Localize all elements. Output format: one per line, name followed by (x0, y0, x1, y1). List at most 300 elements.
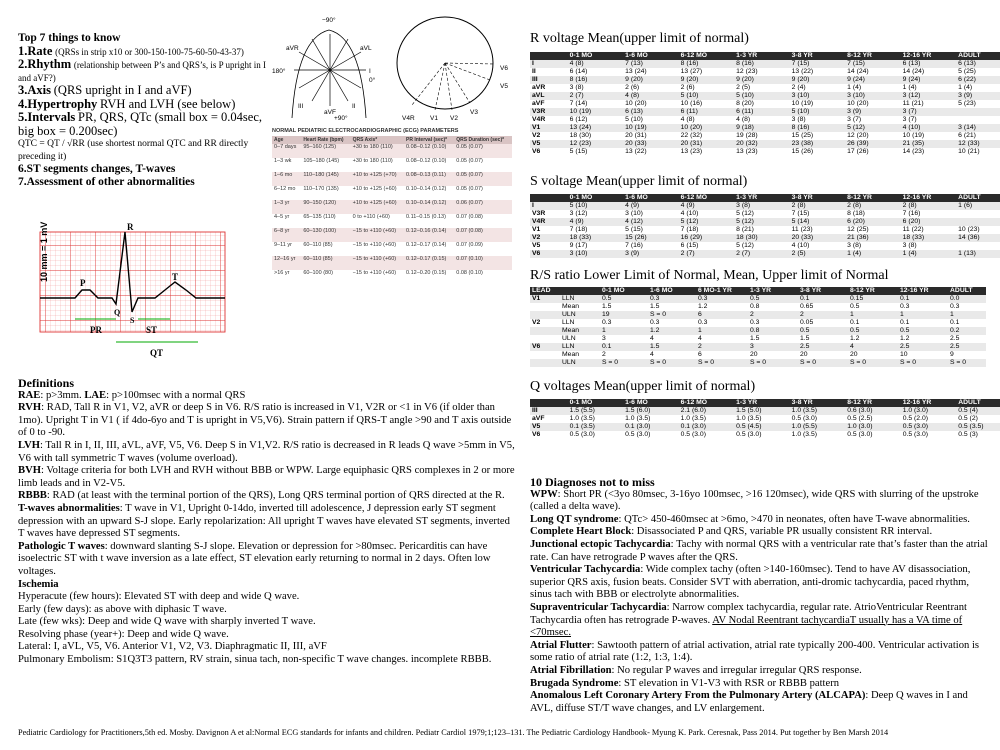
r_table-cell: 6 (13) (956, 60, 1000, 68)
definition-item (18, 591, 516, 604)
r_table-cell: 4 (10) (901, 124, 957, 132)
rs_table-cell: 20 (750, 351, 758, 358)
r_table-cell: 8 (16) (790, 124, 846, 132)
r_table-cell: 7 (13) (623, 60, 679, 68)
diagnosis-text: : No regular P waves and irregular irregular QRS response. (611, 664, 862, 676)
rs_table-cell: S = 0 (948, 359, 986, 367)
diagnoses-heading: 10 Diagnoses not to miss (530, 475, 655, 489)
s_table-cell: 2 (7) (734, 250, 790, 258)
r_table-row (530, 100, 1000, 108)
rs_table-cell: 0.2 (948, 327, 986, 335)
ecg-label-r: R (127, 222, 134, 232)
rs_table-row (530, 319, 986, 327)
ped-cell: 0.08–0.12 (0.10) (405, 158, 447, 164)
r_table-cell: 13 (23) (736, 148, 758, 155)
ped-cell: 6–8 yr (272, 228, 301, 242)
rs_table-cell: V6 (530, 343, 560, 351)
r_table-cell (956, 116, 1000, 124)
r_table-header-cell: ADULT (956, 52, 1000, 60)
q_table-row (530, 431, 1000, 439)
chest-v1: V1 (430, 115, 438, 122)
s_table-cell: 2 (8) (901, 202, 957, 210)
rs_table-cell: V1 (530, 295, 560, 303)
definition-text: : p>100msec with a normal QRS (106, 389, 246, 401)
r_table-cell: 10 (19) (568, 108, 624, 116)
q_table-cell: 1.0 (3.5) (736, 415, 762, 422)
ped-cell: +10 to +125 (+70) (351, 172, 404, 186)
top7-item (18, 45, 270, 59)
axis-lines (294, 34, 366, 106)
r_table-cell: 10 (19) (902, 132, 925, 139)
s_table-header-cell: 12-16 YR (901, 194, 957, 202)
r_table-cell: 10 (20) (847, 100, 869, 107)
s_table-cell: 5 (12) (736, 210, 754, 217)
ped-cell: 0.10–0.14 (0.12) (405, 186, 447, 192)
rs_table-cell: LLN (560, 343, 600, 351)
r_table-cell: 1 (4) (958, 84, 973, 91)
hex-avl: aVL (360, 45, 372, 52)
r_table-cell: 5 (10) (734, 92, 790, 100)
diagnosis-name: WPW (530, 488, 558, 500)
ped-header-cell: PR Interval (sec)* (404, 136, 454, 144)
rs_table-cell: 0.5 (600, 295, 648, 303)
q_table-cell: 0.5 (2.5) (847, 415, 873, 422)
ped-table-row (272, 200, 512, 214)
q_table-cell: 1.0 (3.0) (901, 407, 957, 415)
r_table-cell: 13 (27) (680, 68, 703, 75)
rs_table-cell: 1 (898, 311, 948, 319)
rs_table-cell: 1 (948, 311, 986, 319)
rs_table-cell: 0.3 (650, 319, 660, 326)
q_table-header-cell: 1-6 MO (623, 399, 679, 407)
top7-item-detail: (relationship between P’s and QRS’s, is P upright in I and aVF?) (18, 60, 267, 83)
chest-v4r: V4R (402, 115, 415, 122)
rs-ratio-title: R/S ratio Lower Limit of Normal, Mean, Upper limit of Normal (530, 268, 889, 283)
s_table-cell: 8 (18) (847, 210, 865, 217)
r_table-row (530, 84, 1000, 92)
rs_table-cell: 9 (950, 351, 954, 358)
ped-cell: 60–110 (85) (303, 242, 333, 248)
top7-item (18, 58, 270, 84)
rs-ratio-table (530, 287, 986, 367)
pediatric-ecg-parameter-table (272, 128, 512, 284)
s_table-row (530, 242, 1000, 250)
q_table-header-cell: 1-3 YR (734, 399, 790, 407)
r_table-cell: 3 (9) (845, 108, 901, 116)
s_table-cell: 15 (26) (623, 234, 679, 242)
q_table-cell: 0.1 (3.0) (679, 423, 735, 431)
diagnosis-text: : Deep Q waves in I and AVL, diffuse ST/T wave changes, and LV enlargement. (530, 690, 968, 714)
ped-cell: 0.07 (0.09) (456, 242, 483, 248)
r_table-cell: 5 (10) (625, 116, 643, 123)
s_table-cell: V1 (532, 226, 541, 233)
s_table-cell (956, 242, 1000, 250)
top7-item-7: 7.Assessment of other abnormalities (18, 175, 195, 188)
diagnosis-item (530, 539, 990, 564)
rs_table-cell: 4 (848, 343, 898, 351)
s_table-header-cell: 0-1 MO (568, 194, 624, 202)
r_table-row (530, 124, 1000, 132)
r_table-cell: 5 (25) (958, 68, 976, 75)
r_table-cell: 8 (16) (734, 60, 790, 68)
definition-item (18, 604, 516, 617)
top7-item-title: Rate (27, 43, 53, 58)
ped-cell: +10 to +125 (+60) (352, 186, 397, 192)
ped-cell: 110–180 (145) (301, 172, 350, 186)
q_table-cell: 0.5 (3.0) (791, 415, 817, 422)
definition-text: : T wave in V1, Upright 0-14do, inverted till adolescence, J depression early ST segment depression with an upward S-J slope. Early repolarization: All upright T waves have elevated ST segments, inverted T waves have depressed ST segments. (18, 502, 510, 540)
r_table-row (530, 92, 1000, 100)
rs_table-cell: 2 (602, 351, 606, 358)
r_table-cell: 2 (6) (625, 84, 640, 91)
hex-iii: III (298, 103, 304, 110)
rs_table-cell: 3 (748, 343, 798, 351)
rs_table-cell: 1.5 (602, 303, 612, 310)
r_table-cell: 7 (15) (845, 60, 901, 68)
rs_table-cell: V2 (532, 319, 541, 326)
diagnosis-name: Long QT syndrome (530, 513, 619, 525)
r_table-cell: 15 (25) (791, 132, 814, 139)
s_table-cell: V6 (530, 250, 568, 258)
definition-text: Resolving phase (year+): Deep and wide Q wave. (18, 628, 229, 640)
rs_table-cell: 0.3 (750, 319, 760, 326)
s_table-cell: 10 (23) (958, 226, 980, 233)
rs_table-cell: ULN (560, 359, 600, 367)
q_table-cell: 0.1 (3.0) (623, 423, 679, 431)
r_table-cell: 6 (11) (734, 108, 790, 116)
s_table-row (530, 218, 1000, 226)
rs_table-cell: 4 (650, 351, 654, 358)
r_table-cell: 2 (6) (680, 84, 695, 91)
rs_table-cell: 0.8 (750, 303, 760, 310)
ecg-label-s: S (130, 316, 135, 325)
r_table-cell: 13 (24) (568, 124, 624, 132)
ped-cell: 110–170 (135) (303, 186, 339, 192)
rs_table-cell: 0.3 (696, 295, 748, 303)
ecg-label-st: ST (146, 325, 158, 335)
r_table-header-cell: 0-1 MO (568, 52, 624, 60)
ped-cell: 95–160 (125) (301, 144, 350, 158)
ped-cell: 0.07 (0.10) (454, 256, 512, 270)
definition-text: Early (few days): as above with diphasic T wave. (18, 603, 227, 615)
qtc-formula: QTC = QT / √RR (use shortest normal QTC and RR directly preceding it) (18, 139, 249, 162)
r_table-cell: 22 (32) (680, 132, 703, 139)
r_table-cell: 8 (16) (679, 60, 735, 68)
top7-item-6: 6.ST segments changes, T-waves (18, 163, 176, 175)
r_table-cell: 2 (4) (791, 84, 806, 91)
rs_table-header-cell: 0-1 MO (600, 287, 648, 295)
rs_table-cell: 2.5 (948, 343, 986, 351)
ped-cell: 12–16 yr (272, 256, 301, 270)
ped-table-row (272, 270, 512, 284)
top7-item-detail: (QRS upright in I and aVF) (53, 83, 192, 97)
s_table-cell: 11 (23) (791, 226, 813, 233)
s_table-cell: 4 (9) (568, 218, 624, 226)
ped-table-row (272, 144, 512, 158)
precordial-lead-diagram (390, 8, 518, 123)
r_table-cell: 7 (15) (790, 60, 846, 68)
s_table-cell: 5 (12) (736, 242, 754, 249)
top7-item-num: 2. (18, 57, 28, 71)
diagnosis-item (530, 564, 990, 602)
rs_table-cell: S = 0 (898, 359, 948, 367)
definition-term: RAE (18, 389, 41, 401)
ped-cell: 6–12 mo (274, 186, 296, 192)
diagnosis-text: : Wide complex tachy (often >140-160msec). Tend to have AV disassociation, superior QRS axis, fusion beats. Consider SVT with aberration, anti-dromic tachycardia, paced rhythm, sinus tach with BBB or electrolyte abnormalities. (530, 564, 971, 601)
ped-table-title: NORMAL PEDIATRIC ELECTROCARDIOGRAPHIC (ECG) PARAMETERS (272, 128, 459, 134)
s_table-row (530, 250, 1000, 258)
s_table-cell: 2 (5) (790, 250, 846, 258)
r_table-cell: 7 (14) (569, 100, 588, 107)
diagnosis-name: Ventricular Tachycardia (530, 564, 641, 576)
q_table-cell: 0.5 (3) (958, 431, 978, 438)
r_table-cell: 13 (22) (625, 148, 647, 155)
q_table-cell: 1.0 (3.5) (680, 415, 706, 422)
definition-term: RVH (18, 402, 42, 414)
r_table-cell: 3 (12) (901, 92, 957, 100)
q_table-cell: 1.0 (3.5) (791, 431, 817, 438)
ped-cell: 4–5 yr (274, 214, 290, 220)
r_table-cell: 4 (8) (568, 60, 624, 68)
diagnosis-text: : Short PR (<3yo 80msec, 3-16yo 100msec, >16 120msec), wide QRS with slurring of the upstroke (called a delta wave). (530, 488, 979, 513)
rs_table-cell: Mean (562, 351, 580, 358)
r_table-cell: 5 (15) (569, 148, 588, 155)
ped-cell: +30 to 180 (110) (351, 144, 404, 158)
top7-item-detail: PR, QRS, QTc (small box = 0.04sec, big box = 0.200sec) (18, 110, 262, 138)
r_table-row (530, 60, 1000, 68)
r_table-cell: 12 (33) (956, 140, 1000, 148)
ped-cell: 0.12–0.17 (0.15) (404, 256, 454, 270)
ecg-waveform-diagram (20, 220, 250, 370)
s_table-header-cell: 1-6 MO (623, 194, 679, 202)
q_table-row (530, 415, 1000, 423)
s_table-cell: 7 (16) (902, 210, 921, 217)
r_table-cell: 5 (10) (679, 92, 735, 100)
s_table-cell: 6 (15) (680, 242, 699, 249)
ped-cell: 0.08–0.13 (0.11) (404, 172, 454, 186)
diagnosis-item (530, 665, 990, 678)
rs_table-cell: 2.5 (950, 335, 960, 342)
q_table-cell: 1.0 (3.0) (845, 423, 901, 431)
r_table-cell: 26 (39) (845, 140, 901, 148)
r_table-header-cell: 1-6 MO (623, 52, 679, 60)
top7-item-num: 3. (18, 83, 28, 97)
s-voltage-title: S voltage Mean(upper limit of normal) (530, 174, 748, 189)
s_table-header-cell: ADULT (956, 194, 1000, 202)
top7-item-num: 5. (18, 110, 28, 124)
rs_table-cell: 0.3 (648, 295, 696, 303)
rs_table-cell: 1.5 (650, 303, 660, 310)
definition-term: LAE (84, 389, 107, 401)
r-voltage-title: R voltage Mean(upper limit of normal) (530, 31, 749, 46)
q_table-header-cell: 8-12 YR (845, 399, 901, 407)
rs_table-cell: 0.3 (900, 303, 910, 310)
ped-cell: 60–100 (80) (303, 270, 333, 276)
rs_table-cell (530, 351, 560, 359)
q-voltage-table (530, 399, 1000, 439)
q_table-header-cell: 6-12 MO (679, 399, 735, 407)
r_table-cell: II (532, 68, 536, 75)
rs_table-cell: 0.1 (950, 319, 960, 326)
ped-cell: −15 to +110 (+60) (352, 242, 397, 248)
rs_table-row (530, 311, 986, 319)
q_table-cell: 2.1 (6.0) (679, 407, 735, 415)
q_table-cell: V6 (532, 431, 541, 438)
rs_table-cell: S = 0 (648, 359, 696, 367)
q_table-cell: 1.5 (5.0) (734, 407, 790, 415)
q_table-header-cell: 3-8 YR (790, 399, 846, 407)
q_table-header-cell: 12-16 YR (901, 399, 957, 407)
r_table-row (530, 132, 1000, 140)
q_table-cell: 0.5 (3.0) (901, 423, 957, 431)
ped-cell: −15 to +110 (+60) (351, 256, 404, 270)
rs_table-cell: 0.5 (798, 327, 848, 335)
s_table-cell: I (530, 202, 568, 210)
ped-cell: 0.05 (0.07) (454, 144, 512, 158)
rs_table-cell: 0.05 (800, 319, 814, 326)
rs_table-row (530, 359, 986, 367)
chest-v6: V6 (500, 65, 508, 72)
rs_table-cell: S = 0 (848, 359, 898, 367)
rs_table-cell: 0.5 (748, 295, 798, 303)
top7-item-detail: RVH and LVH (see below) (100, 96, 236, 111)
ped-cell: −15 to +110 (+60) (352, 270, 397, 276)
top7-item-title: Axis (27, 83, 51, 97)
rs_table-cell: ULN (560, 311, 600, 319)
hex-180: 180° (272, 68, 286, 75)
s_table-cell: 3 (8) (902, 242, 917, 249)
rs_table-cell: 1.2 (648, 327, 696, 335)
ped-cell: 0.06 (0.07) (454, 200, 512, 214)
s_table-cell: 20 (33) (790, 234, 846, 242)
q_table-header-cell: 0-1 MO (568, 399, 624, 407)
definition-term: RBBB (18, 490, 47, 502)
r_table-header-cell: 6-12 MO (679, 52, 735, 60)
r_table-cell: 20 (32) (734, 140, 790, 148)
ped-cell: 60–130 (100) (301, 228, 350, 242)
diagnosis-name: Brugada Syndrome (530, 677, 619, 689)
hex-avf: aVF (324, 109, 336, 116)
r_table-header-cell: 8-12 YR (845, 52, 901, 60)
r_table-cell: 13 (23) (680, 148, 703, 155)
rs_table-cell: S = 0 (798, 359, 848, 367)
precordial-rays (412, 63, 494, 110)
q_table-cell: 0.5 (2.0) (902, 415, 929, 422)
rs_table-cell: 0.1 (798, 295, 848, 303)
rs_table-cell: 1.2 (698, 303, 708, 310)
rs_table-header-cell: 1-6 MO (648, 287, 696, 295)
s_table-cell: 5 (12) (734, 218, 790, 226)
definition-text: Lateral: I, aVL, V5, V6. Anterior V1, V2, V3. Diaphragmatic II, III, aVF (18, 641, 327, 653)
rs_table-cell: 0.15 (848, 295, 898, 303)
rs_table-cell: 0.0 (948, 295, 986, 303)
rs_table-header-cell: 3-8 YR (798, 287, 848, 295)
rs_table-cell: 19 (600, 311, 648, 319)
s_table-cell: 3 (8) (847, 242, 862, 249)
s_table-cell: 12 (25) (847, 226, 869, 233)
hexaxial-lead-diagram (272, 8, 387, 123)
r_table-cell: 8 (16) (568, 76, 624, 84)
r_table-cell: 9 (24) (845, 76, 901, 84)
definition-item (18, 440, 516, 465)
r_table-cell: 20 (31) (625, 132, 647, 139)
r_table-cell: 3 (10) (790, 92, 846, 100)
rs_table-cell: 2.5 (798, 343, 848, 351)
ped-header-cell: QRS Axis* (351, 136, 404, 144)
s_table-cell: 7 (16) (625, 242, 643, 249)
q_table-cell: 0.1 (3.5) (568, 423, 624, 431)
r_table-cell: 9 (20) (734, 76, 790, 84)
ped-cell: 65–135 (110) (303, 214, 336, 220)
rs_table-cell: Mean (560, 327, 600, 335)
definition-item (18, 402, 516, 440)
rs_table-cell: 1.2 (900, 335, 910, 342)
s_table-cell: 11 (22) (902, 226, 924, 233)
top7-item (18, 84, 270, 98)
r_table-cell: 19 (28) (736, 132, 758, 139)
s_table-row (530, 202, 1000, 210)
ecg-label-pr: PR (90, 325, 102, 335)
definition-text: Pulmonary Embolism: S1Q3T3 pattern, RV strain, sinua tach, non-specific T wave changes. incomplete RBBB. (18, 654, 492, 666)
rs_table-cell: 0.65 (800, 303, 814, 310)
r_table-cell: 20 (31) (679, 140, 735, 148)
r_table-cell: 10 (20) (625, 100, 647, 107)
rs_table-cell: 4 (698, 335, 702, 342)
s_table-cell: 5 (10) (568, 202, 624, 210)
s_table-cell: V5 (532, 242, 541, 249)
r_table-cell: 3 (7) (901, 108, 957, 116)
r_table-cell: 3 (8) (791, 116, 806, 123)
chest-v3: V3 (470, 109, 478, 116)
s_table-cell: V2 (530, 234, 568, 242)
references-footer: Pediatric Cardiology for Practitioners,5th ed. Mosby. Davignon A et al:Normal ECG standards for infants and children. Pediatr Cardiol 1979;1;123–131. The Pediatric Cardiology Handbook- Myung K. Park. Ceresnak, Pass 2014. Put together by Ben Marsh 2014 (18, 728, 889, 737)
r_table-cell: 3 (7) (902, 116, 917, 123)
r_table-row (530, 76, 1000, 84)
q_table-cell: 1.5 (5.5) (568, 407, 624, 415)
r_table-cell: 2 (7) (568, 92, 624, 100)
s_table-cell: 1 (4) (845, 250, 901, 258)
r_table-cell: 9 (20) (623, 76, 679, 84)
ped-cell: >16 yr (274, 270, 290, 276)
top7-heading: Top 7 things to know (18, 32, 121, 44)
s_table-row (530, 226, 1000, 234)
rs_table-header-cell (560, 287, 600, 295)
rs_table-cell: 1 (848, 311, 898, 319)
top7-item-title: Rhythm (27, 57, 72, 71)
top7-item-detail: (QRSs in strip x10 or 300-150-100-75-60-50-43-37) (55, 46, 244, 57)
r_table-cell: 9 (20) (679, 76, 735, 84)
s_table-cell (956, 210, 1000, 218)
q_table-cell: 1.5 (6.0) (623, 407, 679, 415)
diagnosis-text: : ST elevation in V1-V3 with RSR or RBBB pattern (618, 677, 840, 689)
s_table-cell: 8 (21) (736, 226, 754, 233)
diagnosis-item (530, 640, 990, 665)
r_table-row (530, 116, 1000, 124)
r_table-cell: 1 (4) (847, 84, 862, 91)
rs_table-cell: 3 (602, 335, 606, 342)
s_table-cell: 5 (15) (625, 226, 643, 233)
ped-table-row (272, 242, 512, 256)
rs_table-header-cell: LEAD (530, 287, 560, 295)
s_table-cell: 18 (33) (901, 234, 957, 242)
r_table-cell: aVL (530, 92, 568, 100)
q_table-header-cell (530, 399, 568, 407)
diagnosis-underlined: AV Nodal Reentrant tachycardiaT usually has a VA time of <70msec. (530, 614, 963, 639)
q_table-row (530, 407, 1000, 415)
definition-item (18, 490, 516, 503)
top7-section (18, 32, 270, 188)
rs_table-cell: 0.5 (898, 327, 948, 335)
